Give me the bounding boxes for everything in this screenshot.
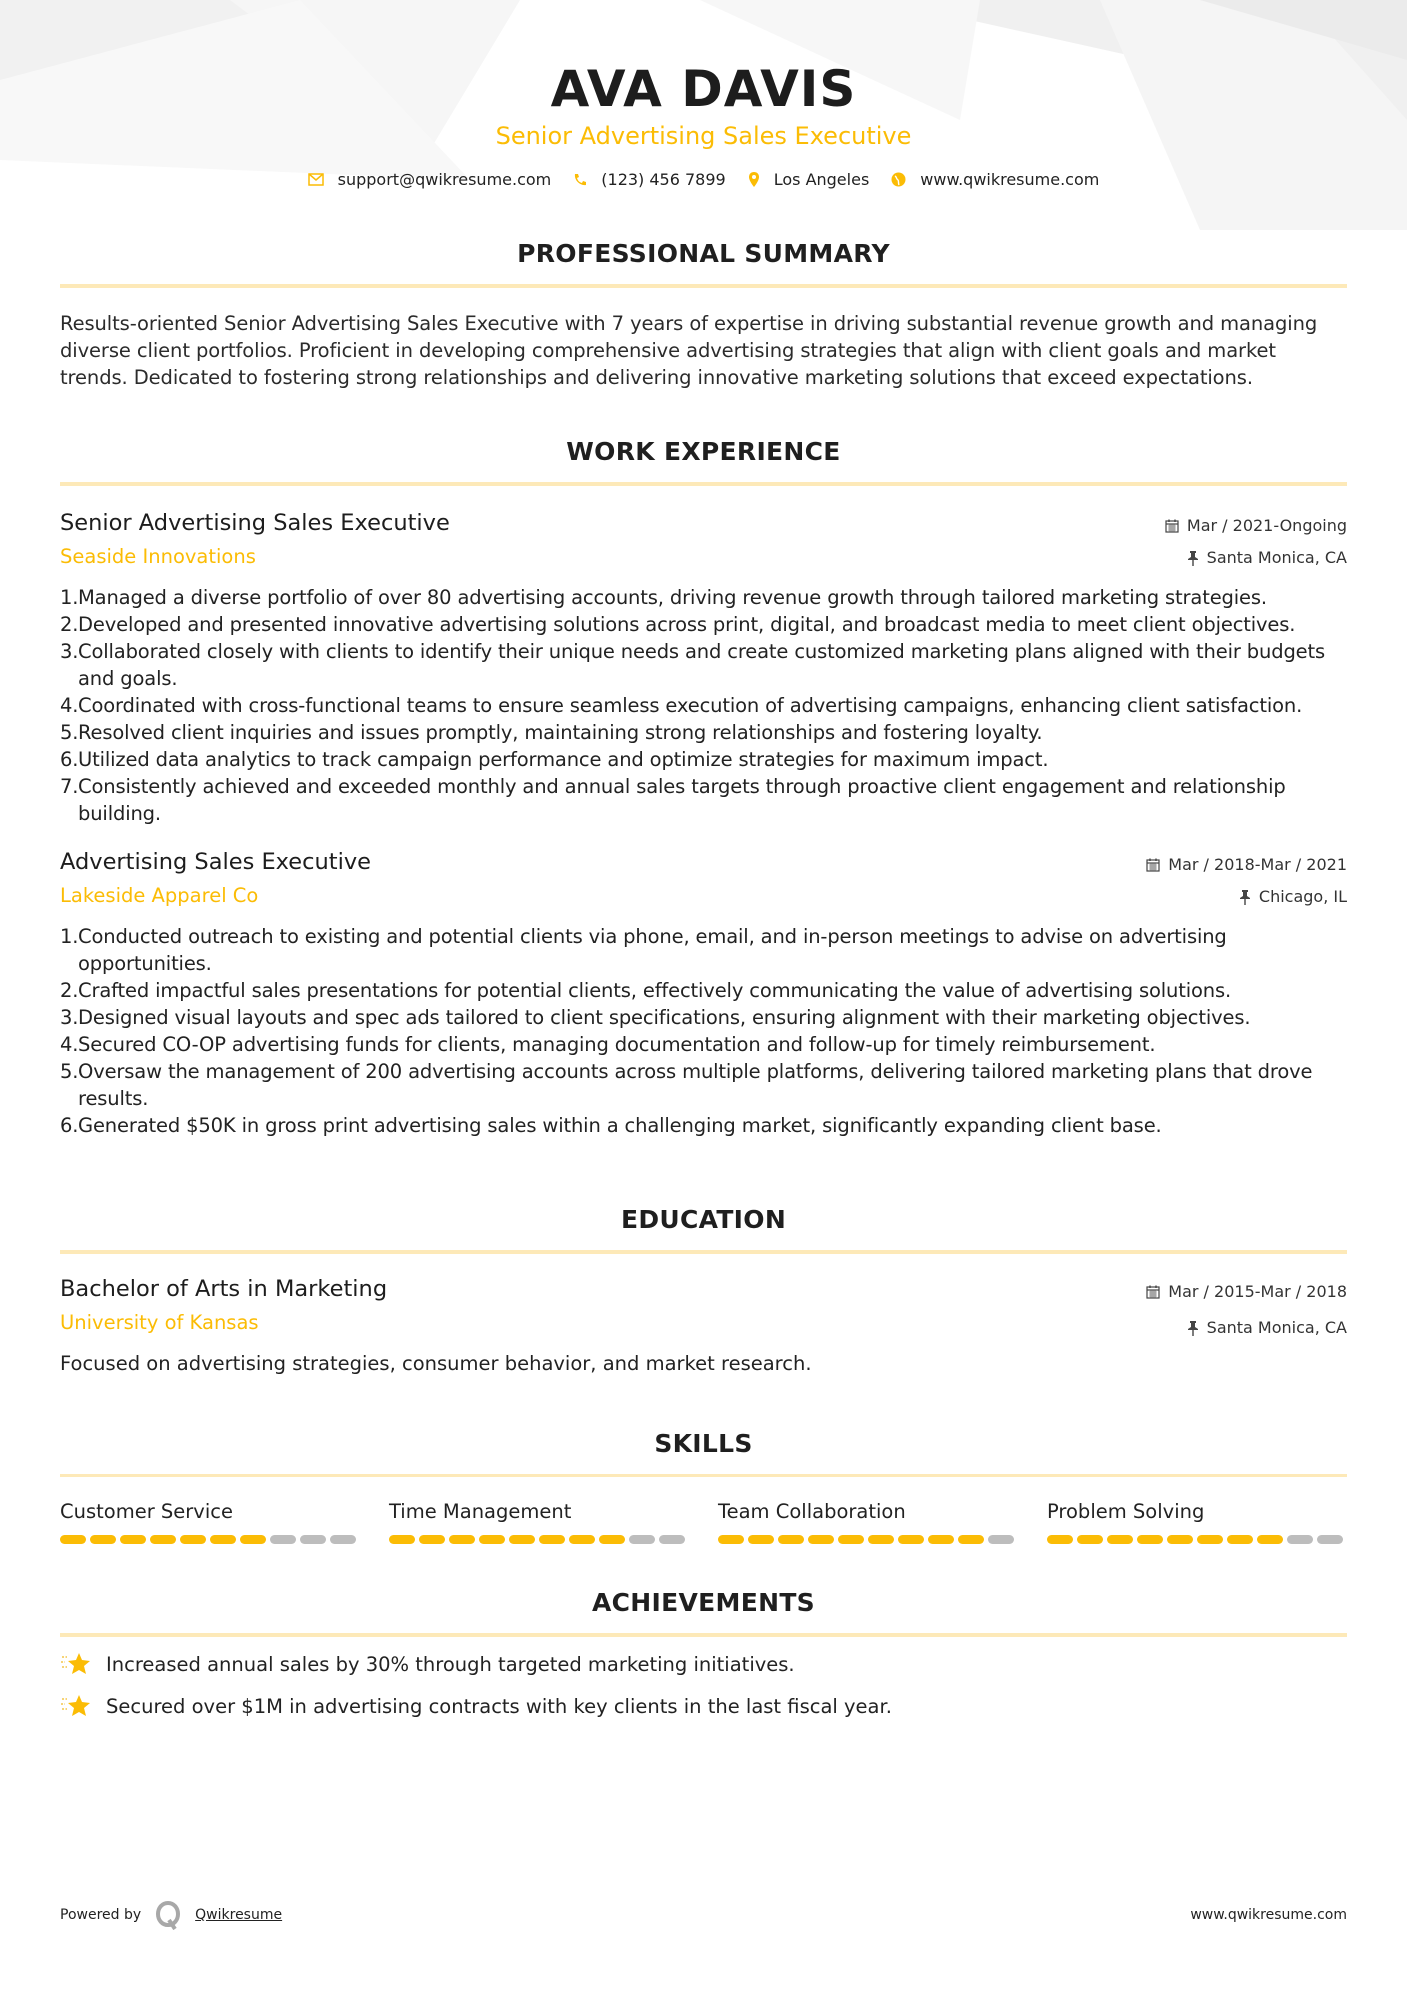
section-title-skills: SKILLS (654, 1429, 753, 1458)
section-divider (60, 1474, 1347, 1477)
contact-bar (60, 170, 1347, 189)
skill-segment-empty (330, 1535, 356, 1544)
job-location: Chicago, IL (1258, 887, 1347, 906)
job-entry (60, 508, 1347, 827)
skill-segment-filled (808, 1535, 834, 1544)
skill-segment-empty (659, 1535, 685, 1544)
job-dates: Mar / 2021-Ongoing (1186, 516, 1347, 535)
skill-segment-filled (210, 1535, 236, 1544)
list-item: Oversaw the management of 200 advertising accounts across multiple platforms, delivering tailored marketing plans that drove results. (78, 1060, 1313, 1110)
achievements-section (60, 1588, 1347, 1719)
skill-segment-filled (1167, 1535, 1193, 1544)
pushpin-icon (1239, 890, 1251, 905)
skill-segment-filled (1107, 1535, 1133, 1544)
section-divider (60, 284, 1347, 288)
list-item: Resolved client inquiries and issues promptly, maintaining strong relationships and fostering loyalty. (78, 721, 1043, 744)
section-title-experience: WORK EXPERIENCE (566, 437, 841, 466)
skill-segment-filled (778, 1535, 804, 1544)
skill-segment-filled (389, 1535, 415, 1544)
footer-url[interactable]: www.qwikresume.com (1190, 1907, 1347, 1923)
list-item: Coordinated with cross-functional teams to ensure seamless execution of advertising campaigns, enhancing client satisfaction. (78, 694, 1303, 717)
contact-website[interactable] (891, 170, 1099, 189)
job-responsibilities (60, 923, 1347, 1139)
qwikresume-link[interactable]: Qwikresume (195, 1907, 283, 1923)
skill-segment-filled (509, 1535, 535, 1544)
contact-website-text: www.qwikresume.com (920, 170, 1100, 189)
phone-icon (573, 173, 587, 187)
list-item: Secured CO-OP advertising funds for clients, managing documentation and follow-up for timely reimbursement. (78, 1033, 1156, 1056)
skill-segment-empty (1287, 1535, 1313, 1544)
section-divider (60, 1250, 1347, 1254)
achievement-text: Secured over $1M in advertising contracts with key clients in the last fiscal year. (106, 1694, 892, 1718)
section-title-summary: PROFESSIONAL SUMMARY (517, 239, 890, 268)
list-item: Consistently achieved and exceeded monthly and annual sales targets through proactive client engagement and relationship building. (78, 775, 1286, 825)
skill-item (1047, 1499, 1347, 1544)
skill-name: Time Management (389, 1500, 572, 1523)
school-name: University of Kansas (60, 1311, 259, 1334)
achievement-text: Increased annual sales by 30% through targeted marketing initiatives. (106, 1652, 795, 1676)
skill-segment-filled (90, 1535, 116, 1544)
list-item: Utilized data analytics to track campaign performance and optimize strategies for maximum impact. (78, 748, 1049, 771)
job-location: Santa Monica, CA (1206, 548, 1347, 567)
calendar-icon (1165, 519, 1179, 533)
skill-segment-filled (928, 1535, 954, 1544)
skill-name: Problem Solving (1047, 1500, 1205, 1523)
contact-location-text: Los Angeles (773, 170, 870, 189)
section-divider (60, 1633, 1347, 1637)
skill-segment-filled (1137, 1535, 1163, 1544)
skill-segment-empty (1317, 1535, 1343, 1544)
job-title: Advertising Sales Executive (60, 849, 372, 875)
map-pin-icon (748, 172, 760, 188)
skill-item (718, 1499, 1018, 1544)
skill-name: Team Collaboration (718, 1500, 906, 1523)
contact-phone-text: (123) 456 7899 (601, 170, 726, 189)
list-item: Conducted outreach to existing and potential clients via phone, email, and in-person meetings to advise on advertising opportunities. (78, 925, 1227, 975)
achievement-item (60, 1651, 1347, 1677)
candidate-name: AVA DAVIS (550, 60, 857, 118)
skill-rating-bar (60, 1535, 360, 1544)
skill-segment-filled (539, 1535, 565, 1544)
candidate-title: Senior Advertising Sales Executive (495, 122, 912, 150)
list-item: Developed and presented innovative advertising solutions across print, digital, and broadcast media to meet client objectives. (78, 613, 1296, 636)
qwikresume-logo-icon (155, 1900, 181, 1930)
job-dates: Mar / 2018-Mar / 2021 (1168, 855, 1347, 874)
skill-item (60, 1499, 360, 1544)
skill-segment-filled (1077, 1535, 1103, 1544)
skill-segment-filled (599, 1535, 625, 1544)
skill-rating-bar (718, 1535, 1018, 1544)
skill-name: Customer Service (60, 1500, 233, 1523)
calendar-icon (1146, 1285, 1160, 1299)
skill-segment-filled (718, 1535, 744, 1544)
education-description: Focused on advertising strategies, consumer behavior, and market research. (60, 1352, 812, 1375)
skill-segment-filled (898, 1535, 924, 1544)
skill-segment-filled (838, 1535, 864, 1544)
skill-item (389, 1499, 689, 1544)
job-entry (60, 847, 1347, 1139)
degree-title: Bachelor of Arts in Marketing (60, 1276, 388, 1302)
skill-segment-filled (868, 1535, 894, 1544)
summary-section (60, 239, 1347, 391)
section-title-achievements: ACHIEVEMENTS (592, 1588, 815, 1617)
contact-location (748, 170, 870, 189)
skill-segment-filled (479, 1535, 505, 1544)
skill-segment-filled (240, 1535, 266, 1544)
skill-segment-filled (1197, 1535, 1223, 1544)
skill-segment-filled (60, 1535, 86, 1544)
company-name: Lakeside Apparel Co (60, 884, 259, 907)
powered-by-label: Powered by (60, 1907, 142, 1923)
calendar-icon (1146, 858, 1160, 872)
skill-rating-bar (389, 1535, 689, 1544)
job-title: Senior Advertising Sales Executive (60, 510, 450, 536)
powered-by (60, 1900, 282, 1930)
skill-segment-filled (1257, 1535, 1283, 1544)
star-icon (60, 1693, 94, 1719)
education-dates: Mar / 2015-Mar / 2018 (1168, 1282, 1347, 1301)
skill-rating-bar (1047, 1535, 1347, 1544)
section-divider (60, 482, 1347, 486)
skills-section (60, 1429, 1347, 1544)
skill-segment-filled (419, 1535, 445, 1544)
skill-segment-filled (150, 1535, 176, 1544)
education-entry (60, 1274, 1347, 1377)
skill-segment-filled (120, 1535, 146, 1544)
contact-email-text: support@qwikresume.com (337, 170, 552, 189)
list-item: Managed a diverse portfolio of over 80 advertising accounts, driving revenue growth through tailored marketing strategies. (78, 586, 1267, 609)
company-name: Seaside Innovations (60, 545, 256, 568)
achievement-item (60, 1693, 1347, 1719)
list-item: Crafted impactful sales presentations for potential clients, effectively communicating the value of advertising solutions. (78, 979, 1232, 1002)
summary-text: Results-oriented Senior Advertising Sales Executive with 7 years of expertise in driving substantial revenue growth and managing diverse client portfolios. Proficient in developing comprehensive advertising strategies that align with client goals and market trends. Dedicated to fostering strong relationships and delivering innovative marketing solutions that exceed expectations. (60, 312, 1318, 389)
pushpin-icon (1187, 551, 1199, 566)
skill-segment-empty (988, 1535, 1014, 1544)
skills-list (60, 1499, 1347, 1544)
skill-segment-filled (449, 1535, 475, 1544)
list-item: Designed visual layouts and spec ads tailored to client specifications, ensuring alignment with their marketing objectives. (78, 1006, 1251, 1029)
skill-segment-filled (180, 1535, 206, 1544)
skill-segment-filled (1047, 1535, 1073, 1544)
skill-segment-empty (629, 1535, 655, 1544)
job-responsibilities (60, 584, 1347, 827)
education-section (60, 1205, 1347, 1377)
skill-segment-filled (748, 1535, 774, 1544)
footer (60, 1900, 1347, 1930)
list-item: Collaborated closely with clients to identify their unique needs and create customized marketing plans aligned with their budgets and goals. (78, 640, 1326, 690)
skill-segment-filled (569, 1535, 595, 1544)
globe-icon (891, 172, 906, 187)
skill-segment-filled (958, 1535, 984, 1544)
resume-header (60, 0, 1347, 189)
star-icon (60, 1651, 94, 1677)
section-title-education: EDUCATION (620, 1205, 787, 1234)
contact-email[interactable] (308, 170, 552, 189)
skill-segment-filled (1227, 1535, 1253, 1544)
skill-segment-empty (270, 1535, 296, 1544)
list-item: Generated $50K in gross print advertising sales within a challenging market, significantly expanding client base. (78, 1114, 1162, 1137)
skill-segment-empty (300, 1535, 326, 1544)
pushpin-icon (1187, 1321, 1199, 1336)
experience-section (60, 437, 1347, 1139)
contact-phone[interactable] (573, 170, 725, 189)
envelope-icon (308, 173, 324, 186)
education-location: Santa Monica, CA (1206, 1318, 1347, 1337)
